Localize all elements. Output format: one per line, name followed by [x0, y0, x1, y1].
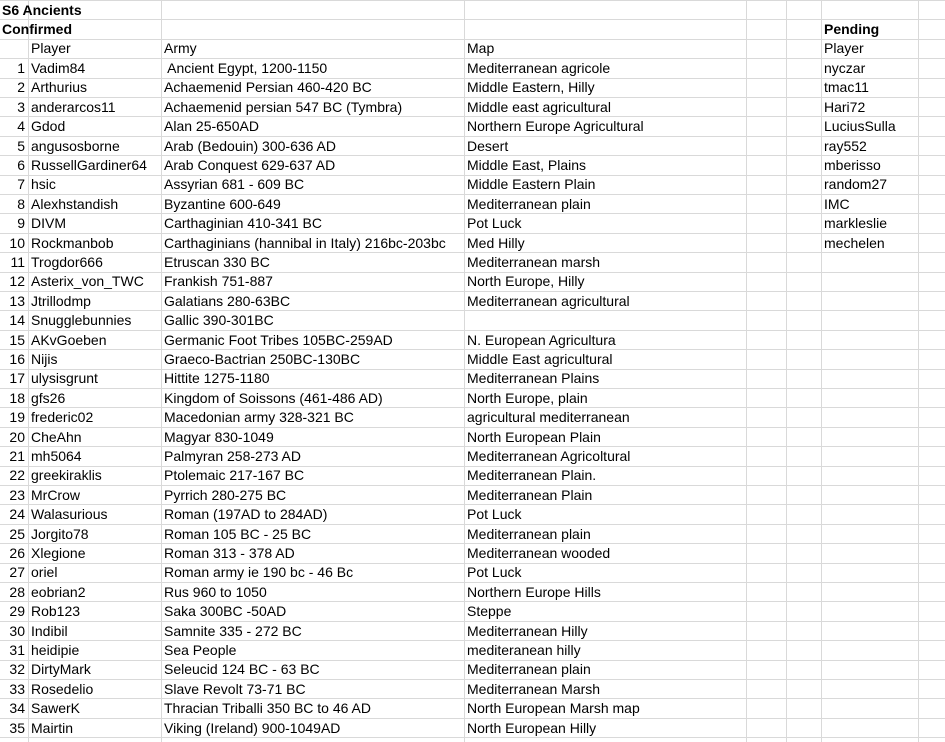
- army-cell[interactable]: Slave Revolt 73-71 BC: [164, 681, 306, 697]
- army-cell[interactable]: Arab (Bedouin) 300-636 AD: [164, 138, 336, 154]
- map-cell[interactable]: Mediterranean agricole: [467, 60, 611, 76]
- map-cell[interactable]: North Europe, plain: [467, 390, 588, 406]
- army-cell[interactable]: Galatians 280-63BC: [164, 293, 291, 309]
- player-cell[interactable]: Indibil: [31, 623, 68, 639]
- row-number[interactable]: 26: [9, 545, 25, 561]
- map-cell[interactable]: Mediterranean Hilly: [467, 623, 588, 639]
- row-number[interactable]: 7: [17, 176, 25, 192]
- row-number[interactable]: 1: [17, 60, 25, 76]
- player-cell[interactable]: Rob123: [31, 603, 81, 619]
- pending-label[interactable]: Pending: [824, 21, 880, 37]
- map-cell[interactable]: Med Hilly: [467, 235, 525, 251]
- player-cell[interactable]: Jtrillodmp: [31, 293, 91, 309]
- row-number[interactable]: 17: [9, 370, 25, 386]
- army-cell[interactable]: Roman (197AD to 284AD): [164, 506, 328, 522]
- army-cell[interactable]: Carthaginian 410-341 BC: [164, 215, 322, 231]
- map-cell[interactable]: Pot Luck: [467, 506, 522, 522]
- row-number[interactable]: 29: [9, 603, 25, 619]
- map-cell[interactable]: Middle east agricultural: [467, 99, 611, 115]
- map-cell[interactable]: Mediterranean agricultural: [467, 293, 630, 309]
- map-cell[interactable]: Mediterranean Agricoltural: [467, 448, 631, 464]
- map-cell[interactable]: Mediterranean marsh: [467, 254, 601, 270]
- map-cell[interactable]: Desert: [467, 138, 509, 154]
- grid-vline: [918, 0, 919, 742]
- player-cell[interactable]: Xlegione: [31, 545, 86, 561]
- player-cell[interactable]: anderarcos11: [31, 99, 116, 115]
- row-number[interactable]: 2: [17, 79, 25, 95]
- player-cell[interactable]: ulysisgrunt: [31, 370, 98, 386]
- army-cell[interactable]: Rus 960 to 1050: [164, 584, 267, 600]
- map-cell[interactable]: Mediterranean wooded: [467, 545, 611, 561]
- map-cell[interactable]: Middle East, Plains: [467, 157, 587, 173]
- row-number[interactable]: 6: [17, 157, 25, 173]
- map-cell[interactable]: Northern Europe Agricultural: [467, 118, 644, 134]
- player-cell[interactable]: Walasurious: [31, 506, 108, 522]
- player-cell[interactable]: Trogdor666: [31, 254, 103, 270]
- player-cell[interactable]: Snugglebunnies: [31, 312, 132, 328]
- player-cell[interactable]: hsic: [31, 176, 56, 192]
- army-cell[interactable]: Ptolemaic 217-167 BC: [164, 467, 305, 483]
- player-cell[interactable]: angusosborne: [31, 138, 120, 154]
- army-cell[interactable]: Frankish 751-887: [164, 273, 273, 289]
- row-number[interactable]: 23: [9, 487, 25, 503]
- grid-vline: [786, 0, 787, 742]
- army-cell[interactable]: Palmyran 258-273 AD: [164, 448, 301, 464]
- pending-player-cell[interactable]: ray552: [824, 138, 867, 154]
- map-cell[interactable]: North European Plain: [467, 429, 601, 445]
- map-cell[interactable]: Mediterranean Plain.: [467, 467, 597, 483]
- row-number[interactable]: 11: [10, 254, 25, 270]
- map-cell[interactable]: [465, 311, 745, 330]
- player-cell[interactable]: heidipie: [31, 642, 80, 658]
- confirmed-label[interactable]: Confirmed: [2, 21, 72, 37]
- grid-vline: [746, 0, 747, 742]
- sheet-title[interactable]: S6 Ancients: [2, 2, 82, 18]
- row-number[interactable]: 8: [17, 196, 25, 212]
- row-number[interactable]: 10: [9, 235, 25, 251]
- army-cell[interactable]: Arab Conquest 629-637 AD: [164, 157, 336, 173]
- pending-player-cell[interactable]: tmac11: [824, 79, 869, 95]
- army-cell[interactable]: Alan 25-650AD: [164, 118, 259, 134]
- row-number[interactable]: 32: [9, 661, 25, 677]
- row-number[interactable]: 24: [9, 506, 25, 522]
- army-cell[interactable]: Hittite 1275-1180: [164, 370, 270, 386]
- army-cell[interactable]: Assyrian 681 - 609 BC: [164, 176, 305, 192]
- map-cell[interactable]: Pot Luck: [467, 215, 522, 231]
- army-cell[interactable]: Viking (Ireland) 900-1049AD: [164, 720, 341, 736]
- pending-player-cell[interactable]: markleslie: [824, 215, 888, 231]
- row-number[interactable]: 25: [9, 526, 25, 542]
- player-cell[interactable]: Alexhstandish: [31, 196, 119, 212]
- header-pending-player[interactable]: Player: [824, 40, 864, 56]
- row-number[interactable]: 18: [9, 390, 25, 406]
- pending-player-cell[interactable]: IMC: [824, 196, 850, 212]
- player-cell[interactable]: frederic02: [31, 409, 94, 425]
- army-cell[interactable]: Carthaginians (hannibal in Italy) 216bc-203bc: [164, 235, 446, 251]
- player-cell[interactable]: DIVM: [31, 215, 66, 231]
- player-cell[interactable]: Arthurius: [31, 79, 88, 95]
- map-cell[interactable]: Middle Eastern, Hilly: [467, 79, 595, 95]
- player-cell[interactable]: SawerK: [31, 700, 81, 716]
- player-cell[interactable]: CheAhn: [31, 429, 82, 445]
- row-number[interactable]: 4: [17, 118, 25, 134]
- map-cell[interactable]: Mediterranean plain: [467, 526, 591, 542]
- army-cell[interactable]: Sea People: [164, 642, 237, 658]
- army-cell[interactable]: Ancient Egypt, 1200-1150: [164, 60, 328, 76]
- row-number[interactable]: 21: [9, 448, 25, 464]
- row-number[interactable]: 35: [9, 720, 25, 736]
- army-cell[interactable]: Pyrrich 280-275 BC: [164, 487, 287, 503]
- player-cell[interactable]: MrCrow: [31, 487, 80, 503]
- pending-player-cell[interactable]: random27: [824, 176, 888, 192]
- row-number[interactable]: 27: [9, 564, 25, 580]
- map-cell[interactable]: Northern Europe Hills: [467, 584, 601, 600]
- player-cell[interactable]: Rockmanbob: [31, 235, 114, 251]
- player-cell[interactable]: Nijis: [31, 351, 58, 367]
- pending-player-cell[interactable]: LuciusSulla: [824, 118, 896, 134]
- army-cell[interactable]: Achaemenid Persian 460-420 BC: [164, 79, 372, 95]
- army-cell[interactable]: Thracian Triballi 350 BC to 46 AD: [164, 700, 371, 716]
- map-cell[interactable]: mediteranean hilly: [467, 642, 581, 658]
- player-cell[interactable]: Asterix_von_TWC: [31, 273, 144, 289]
- player-cell[interactable]: mh5064: [31, 448, 82, 464]
- army-cell[interactable]: Achaemenid persian 547 BC (Tymbra): [164, 99, 403, 115]
- map-cell[interactable]: N. European Agricultura: [467, 332, 616, 348]
- pending-player-cell[interactable]: nyczar: [824, 60, 866, 76]
- army-cell[interactable]: Roman 313 - 378 AD: [164, 545, 295, 561]
- row-number[interactable]: 14: [9, 312, 25, 328]
- player-cell[interactable]: DirtyMark: [31, 661, 91, 677]
- player-cell[interactable]: Gdod: [31, 118, 66, 134]
- header-map[interactable]: Map: [467, 40, 495, 56]
- row-number[interactable]: 31: [9, 642, 25, 658]
- map-cell[interactable]: North European Marsh map: [467, 700, 640, 716]
- pending-player-cell[interactable]: Hari72: [824, 99, 866, 115]
- army-cell[interactable]: Gallic 390-301BC: [164, 312, 274, 328]
- row-number[interactable]: 12: [9, 273, 25, 289]
- row-number[interactable]: 5: [17, 138, 25, 154]
- army-cell[interactable]: Graeco-Bactrian 250BC-130BC: [164, 351, 361, 367]
- row-number[interactable]: 16: [9, 351, 25, 367]
- row-number[interactable]: 30: [9, 623, 25, 639]
- row-number[interactable]: 13: [9, 293, 25, 309]
- player-cell[interactable]: greekiraklis: [31, 467, 102, 483]
- map-cell[interactable]: North Europe, Hilly: [467, 273, 585, 289]
- player-cell[interactable]: AKvGoeben: [31, 332, 107, 348]
- map-cell[interactable]: Pot Luck: [467, 564, 522, 580]
- army-cell[interactable]: Etruscan 330 BC: [164, 254, 270, 270]
- map-cell[interactable]: agricultural mediterranean: [467, 409, 630, 425]
- map-cell[interactable]: Middle East agricultural: [467, 351, 613, 367]
- army-cell[interactable]: Saka 300BC -50AD: [164, 603, 287, 619]
- pending-player-cell[interactable]: mberisso: [824, 157, 881, 173]
- army-cell[interactable]: Roman army ie 190 bc - 46 Bc: [164, 564, 354, 580]
- row-number[interactable]: 19: [9, 409, 25, 425]
- map-cell[interactable]: Steppe: [467, 603, 512, 619]
- army-cell[interactable]: Byzantine 600-649: [164, 196, 281, 212]
- row-number[interactable]: 15: [9, 332, 25, 348]
- player-cell[interactable]: Rosedelio: [31, 681, 94, 697]
- map-cell[interactable]: North European Hilly: [467, 720, 597, 736]
- player-cell[interactable]: Jorgito78: [31, 526, 89, 542]
- player-cell[interactable]: Mairtin: [31, 720, 74, 736]
- pending-player-cell[interactable]: mechelen: [824, 235, 885, 251]
- row-number[interactable]: 9: [17, 215, 25, 231]
- map-cell[interactable]: Middle Eastern Plain: [467, 176, 596, 192]
- row-number[interactable]: 34: [9, 700, 25, 716]
- header-player[interactable]: Player: [31, 40, 71, 56]
- row-number[interactable]: 22: [9, 467, 25, 483]
- row-number[interactable]: 28: [9, 584, 25, 600]
- army-cell[interactable]: Samnite 335 - 272 BC: [164, 623, 302, 639]
- army-cell[interactable]: Roman 105 BC - 25 BC: [164, 526, 312, 542]
- army-cell[interactable]: Kingdom of Soissons (461-486 AD): [164, 390, 383, 406]
- army-cell[interactable]: Macedonian army 328-321 BC: [164, 409, 354, 425]
- map-cell[interactable]: Mediterranean plain: [467, 196, 591, 212]
- army-cell[interactable]: Seleucid 124 BC - 63 BC: [164, 661, 320, 677]
- map-cell[interactable]: Mediterranean Plain: [467, 487, 593, 503]
- army-cell[interactable]: Germanic Foot Tribes 105BC-259AD: [164, 332, 393, 348]
- player-cell[interactable]: eobrian2: [31, 584, 86, 600]
- row-number[interactable]: 20: [9, 429, 25, 445]
- map-cell[interactable]: Mediterranean plain: [467, 661, 591, 677]
- row-number[interactable]: 3: [17, 99, 25, 115]
- player-cell[interactable]: gfs26: [31, 390, 66, 406]
- player-cell[interactable]: Vadim84: [31, 60, 86, 76]
- map-cell[interactable]: Mediterranean Plains: [467, 370, 600, 386]
- row-number[interactable]: 33: [9, 681, 25, 697]
- player-cell[interactable]: RussellGardiner64: [31, 157, 147, 173]
- map-cell[interactable]: Mediterranean Marsh: [467, 681, 601, 697]
- header-army[interactable]: Army: [164, 40, 197, 56]
- army-cell[interactable]: Magyar 830-1049: [164, 429, 274, 445]
- player-cell[interactable]: oriel: [31, 564, 58, 580]
